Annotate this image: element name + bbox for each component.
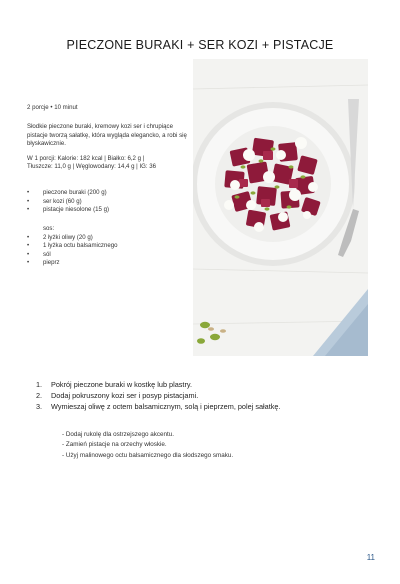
step-number: 2.	[36, 391, 43, 400]
nutrition-info	[27, 155, 192, 172]
salad-photo	[193, 59, 368, 356]
sauce-item	[27, 242, 192, 250]
bullet-icon: •	[27, 259, 30, 267]
ingredient-item	[27, 206, 192, 214]
tip-item: - Zamień pistacje na orzechy włoskie.	[62, 441, 167, 449]
bullet-icon: •	[27, 250, 30, 258]
sauce-item	[27, 234, 192, 242]
tip-item: - Użyj malinowego octu balsamicznego dla słodszego smaku.	[62, 451, 234, 459]
ingredient-text: pistacje niesolone (15 g)	[43, 206, 110, 214]
sauce-text: pieprz	[43, 259, 60, 267]
sauce-label: sos:	[43, 224, 55, 232]
sauce-list	[27, 234, 192, 268]
tips-list	[62, 430, 362, 461]
step-item	[36, 401, 376, 412]
nutrition-line-1: W 1 porcji: Kalorie: 182 kcal | Białko: 6,2 g |	[27, 154, 145, 162]
recipe-info	[27, 104, 192, 268]
step-text: Wymieszaj oliwę z octem balsamicznym, solą i pieprzem, polej sałatkę.	[51, 402, 281, 411]
step-text: Dodaj pokruszony kozi ser i posyp pistacjami.	[51, 391, 199, 400]
bullet-icon: •	[27, 234, 30, 242]
ingredient-text: ser kozi (60 g)	[43, 197, 82, 205]
sauce-item	[27, 251, 192, 259]
step-item	[36, 379, 376, 390]
step-number: 3.	[36, 402, 43, 411]
servings-time: 2 porcje • 10 minut	[27, 104, 78, 111]
bullet-icon: •	[27, 197, 30, 205]
step-item	[36, 390, 376, 401]
ingredients-list	[27, 189, 192, 214]
step-text: Pokrój pieczone buraki w kostkę lub plastry.	[51, 380, 193, 389]
sauce-item	[27, 259, 192, 267]
tip-item: - Dodaj rukolę dla ostrzejszego akcentu.	[62, 431, 175, 438]
bullet-icon: •	[27, 206, 30, 214]
page-title: PIECZONE BURAKI + SER KOZI + PISTACJE	[66, 38, 334, 52]
recipe-description: Słodkie pieczone buraki, kremowy kozi ser i chrupiące pistacje tworzą sałatkę, która wygląda elegancko, a robi się błyskawicznie.	[27, 123, 187, 148]
page-number: 11	[366, 553, 375, 562]
ingredient-item	[27, 189, 192, 197]
bullet-icon: •	[27, 189, 30, 197]
ingredient-item	[27, 198, 192, 206]
ingredient-text: pieczone buraki (200 g)	[43, 189, 107, 197]
sauce-text: sól	[43, 250, 51, 258]
nutrition-line-2: Tłuszcze: 11,0 g | Węglowodany: 14,4 g | IG: 36	[27, 163, 157, 171]
step-number: 1.	[36, 380, 43, 389]
sauce-text: 2 łyżki oliwy (20 g)	[43, 234, 93, 242]
sauce-text: 1 łyżka octu balsamicznego	[43, 242, 118, 250]
steps-list	[36, 379, 376, 412]
bullet-icon: •	[27, 242, 30, 250]
